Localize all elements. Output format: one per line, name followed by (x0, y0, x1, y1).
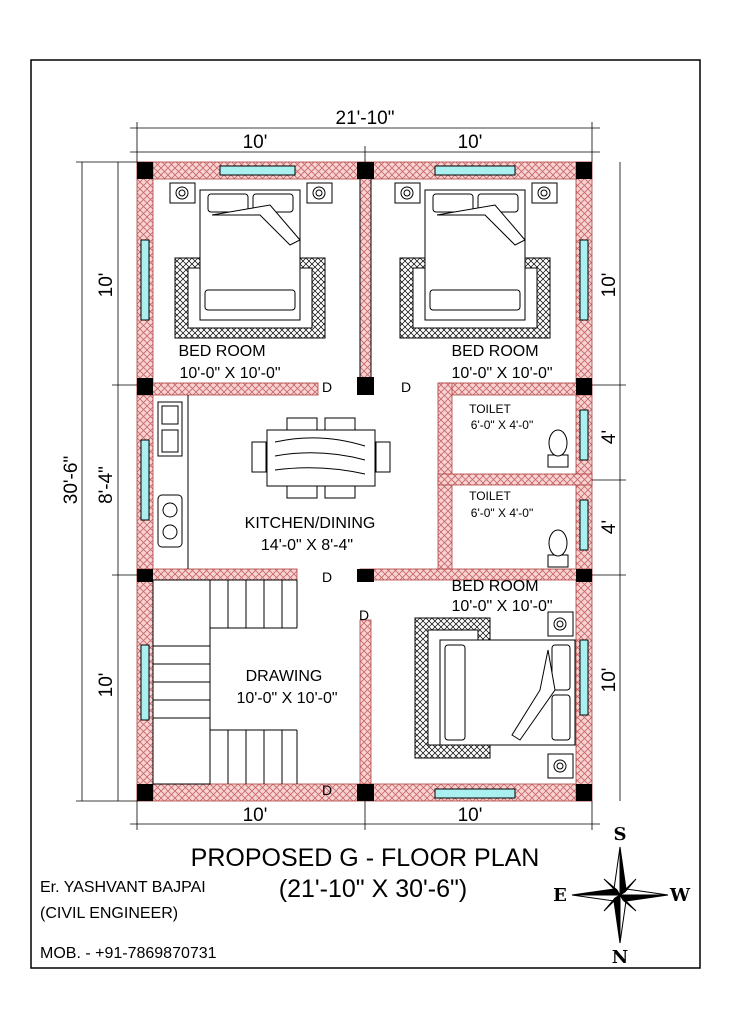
bed3-size: 10'-0" X 10'-0" (451, 598, 553, 615)
dim-left-mid: 8'-4" (96, 466, 117, 504)
toilet2-name: TOILET (469, 489, 511, 503)
bed3-name: BED ROOM (451, 578, 539, 595)
kitchen-counter (158, 395, 188, 569)
door-label: D (358, 607, 370, 623)
drawing-size: 10'-0" X 10'-0" (236, 690, 338, 707)
bed-furniture-3 (415, 612, 575, 778)
door-label: D (400, 379, 412, 395)
compass-south: S (613, 824, 627, 845)
dim-top-left: 10' (242, 132, 268, 153)
dim-left-top: 10' (96, 272, 117, 298)
dim-top-right: 10' (457, 132, 483, 153)
bed1-name: BED ROOM (178, 343, 266, 360)
plan-title: PROPOSED G - FLOOR PLAN (190, 844, 540, 872)
dim-right-top: 10' (599, 272, 620, 298)
compass-west: W (669, 885, 691, 906)
dim-bottom-left: 10' (242, 805, 268, 826)
dim-right-toilet1: 4' (599, 429, 620, 445)
toilet1-size: 6'-0" X 4'-0" (470, 418, 534, 432)
dining-table (252, 418, 390, 498)
bed-furniture-2 (395, 183, 557, 338)
door-label: D (321, 379, 333, 395)
engineer-name: Er. YASHVANT BAJPAI (40, 879, 206, 896)
compass-east: E (553, 885, 567, 906)
bed2-size: 10'-0" X 10'-0" (451, 365, 553, 382)
dim-left-bottom: 10' (96, 672, 117, 698)
engineer-role: (CIVIL ENGINEER) (40, 905, 179, 922)
dim-bottom-right: 10' (457, 805, 483, 826)
door-label: D (321, 782, 333, 798)
bed1-size: 10'-0" X 10'-0" (179, 365, 281, 382)
bed-furniture-1 (170, 183, 332, 338)
bed2-name: BED ROOM (451, 343, 539, 360)
dim-overall-depth: 30'-6" (61, 455, 82, 505)
dim-right-toilet2: 4' (599, 519, 620, 535)
toilet-fixtures (548, 430, 568, 567)
compass-north: N (611, 947, 629, 968)
door-label: D (321, 569, 333, 585)
toilet2-size: 6'-0" X 4'-0" (470, 506, 534, 520)
plan-subtitle: (21'-10" X 30'-6") (278, 875, 468, 903)
engineer-mobile: MOB. - +91-7869870731 (40, 945, 217, 962)
compass-rose-icon (572, 847, 668, 943)
dim-right-bottom: 10' (599, 667, 620, 693)
kitchen-size: 14'-0" X 8'-4" (260, 537, 354, 554)
kitchen-name: KITCHEN/DINING (244, 515, 376, 532)
toilet1-name: TOILET (469, 402, 511, 416)
dim-overall-width: 21'-10" (335, 108, 395, 129)
drawing-name: DRAWING (245, 668, 323, 685)
